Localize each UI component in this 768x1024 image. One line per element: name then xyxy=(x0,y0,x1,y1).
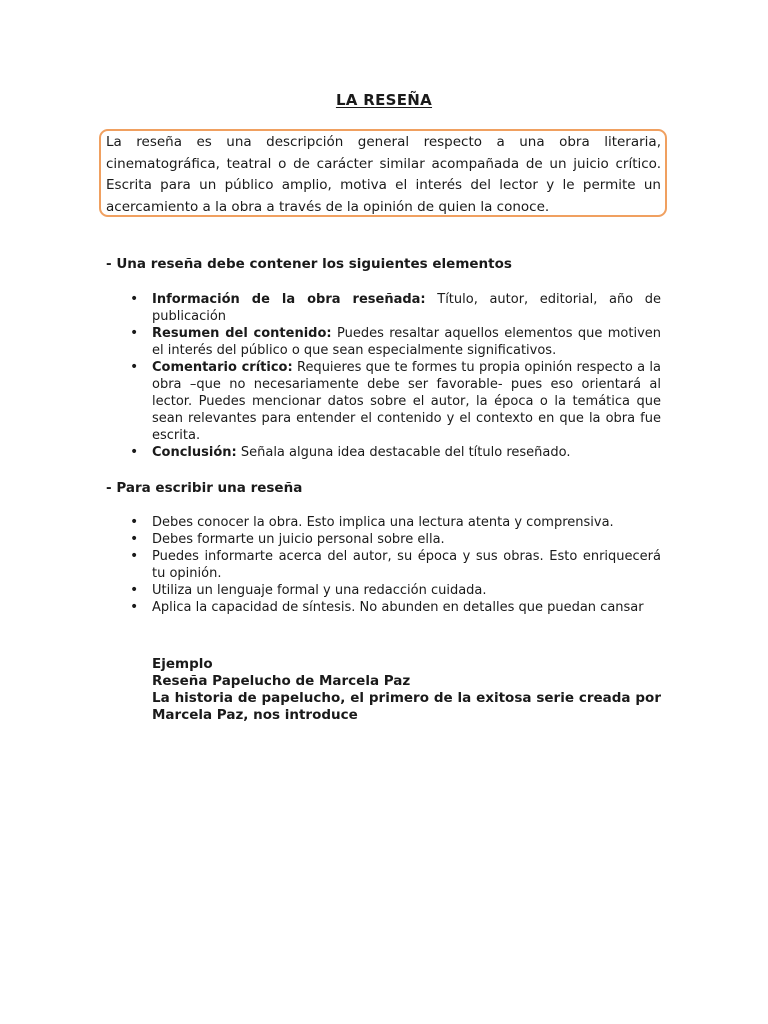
example-heading: Ejemplo xyxy=(152,656,213,672)
list-item: • Utiliza un lenguaje formal y una redacción cuidada. xyxy=(152,582,661,599)
page-title-text: LA RESEÑA xyxy=(335,91,433,109)
section-dash: - xyxy=(106,480,117,496)
item-text: Título, autor, editorial, año de publicación xyxy=(152,292,661,324)
item-text: Puedes resaltar aquellos elementos que motiven el interés del público o que sean especialmente significativos. xyxy=(152,326,662,358)
item-label: Conclusión: xyxy=(152,445,237,460)
item-label: Resumen del contenido: xyxy=(152,326,332,341)
section-heading-elements xyxy=(106,256,512,272)
list-item: • Debes formarte un juicio personal sobre ella. xyxy=(152,531,661,548)
item-text: Señala alguna idea destacable del título reseñado. xyxy=(236,445,571,460)
section-heading-writing xyxy=(106,480,302,496)
list-item: • Debes conocer la obra. Esto implica una lectura atenta y comprensiva. xyxy=(152,514,661,531)
section-heading-text: Una reseña debe contener los siguientes elementos xyxy=(116,256,512,272)
list-item: • Aplica la capacidad de síntesis. No abunden en detalles que puedan cansar xyxy=(152,599,661,616)
page-title xyxy=(0,91,768,109)
list-item xyxy=(152,325,661,359)
elements-list xyxy=(152,291,661,461)
example-subtitle: Reseña Papelucho de Marcela Paz xyxy=(152,673,411,689)
example-block xyxy=(152,656,661,724)
intro-paragraph: La reseña es una descripción general respecto a una obra literaria, cinematográfica, teatral o de carácter similar acompañada de un juicio crítico. Escrita para un público amplio, motiva el interés del lector y le permite un acercamiento a la obra a través de la opinión de quien la conoce. xyxy=(106,134,661,215)
item-label: Información de la obra reseñada: xyxy=(152,292,426,307)
list-item xyxy=(152,444,661,461)
example-text: La historia de papelucho, el primero de la exitosa serie creada por Marcela Paz, nos introduce xyxy=(152,690,661,723)
section-dash: - xyxy=(106,256,117,272)
section-heading-text: Para escribir una reseña xyxy=(116,480,303,496)
list-item: • Puedes informarte acerca del autor, su época y sus obras. Esto enriquecerá tu opinión. xyxy=(152,548,661,582)
item-text: Requieres que te formes tu propia opinión respecto a la obra –que no necesariamente debe ser favorable- pues eso orientará al lector. Puedes mencionar datos sobre el autor, la época o la temática que sean relevantes para entender el contenido y el contexto en que la obra fue escrita. xyxy=(152,360,662,443)
list-item xyxy=(152,291,661,325)
item-label: Comentario crítico: xyxy=(152,360,293,375)
writing-tips-list xyxy=(152,514,661,616)
list-item xyxy=(152,359,661,444)
